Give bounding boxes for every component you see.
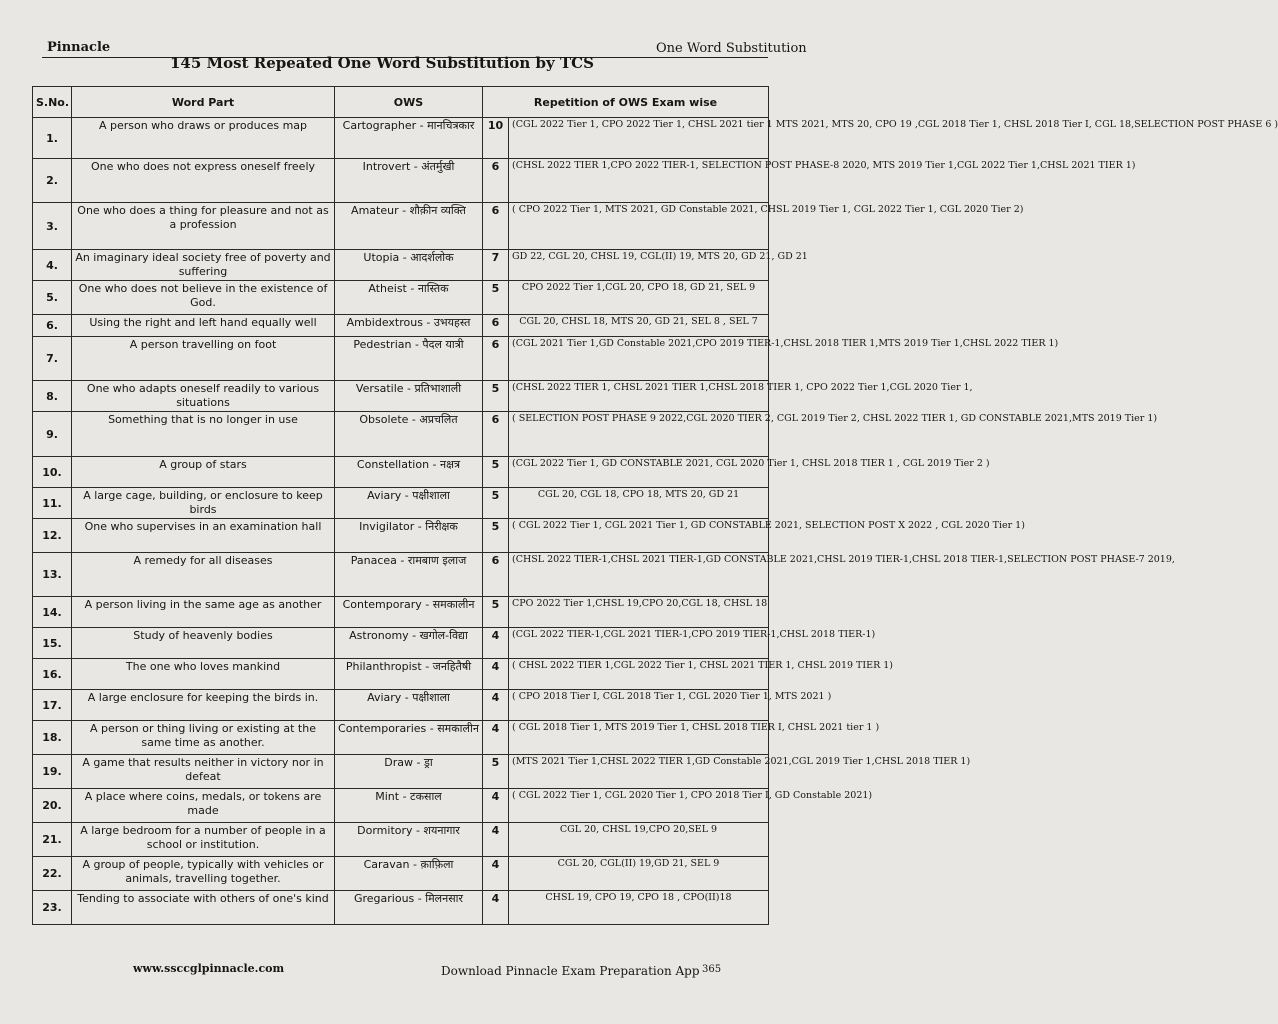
table-cell-count: 6	[483, 159, 509, 203]
table-cell-ows: Draw - ड्रा	[335, 755, 483, 789]
col-header-word-part: Word Part	[72, 87, 335, 118]
table-cell-word-part: Tending to associate with others of one's kind	[72, 891, 335, 925]
table-cell-repetition: ( CGL 2022 Tier 1, CGL 2020 Tier 1, CPO 2018 Tier I, GD Constable 2021)	[509, 789, 769, 823]
table-cell-ows: Dormitory - शयनागार	[335, 823, 483, 857]
running-title: One Word Substitution	[656, 41, 807, 56]
table-row	[33, 823, 769, 857]
table-cell-count: 4	[483, 628, 509, 659]
table-cell-count: 4	[483, 823, 509, 857]
table-cell-ows: Versatile - प्रतिभाशाली	[335, 381, 483, 412]
table-cell-ows: Mint - टकसाल	[335, 789, 483, 823]
table-cell-sno: 14.	[33, 597, 72, 628]
table-cell-repetition: (CGL 2022 TIER-1,CGL 2021 TIER-1,CPO 2019 TIER-1,CHSL 2018 TIER-1)	[509, 628, 769, 659]
table-row	[33, 203, 769, 250]
table-cell-sno: 10.	[33, 457, 72, 488]
table-cell-sno: 12.	[33, 519, 72, 553]
table-cell-count: 5	[483, 755, 509, 789]
table-cell-sno: 3.	[33, 203, 72, 250]
table-cell-repetition: ( CGL 2022 Tier 1, CGL 2021 Tier 1, GD CONSTABLE 2021, SELECTION POST X 2022 , CGL 2020 Tier 1)	[509, 519, 769, 553]
ows-table	[32, 86, 1278, 925]
table-cell-ows: Contemporaries - समकालीन	[335, 721, 483, 755]
table-row	[33, 159, 769, 203]
table-row	[33, 457, 769, 488]
table-cell-repetition: ( CPO 2022 Tier 1, MTS 2021, GD Constable 2021, CHSL 2019 Tier 1, CGL 2022 Tier 1, CGL 2020 Tier 2)	[509, 203, 769, 250]
table-cell-repetition: CGL 20, CHSL 19,CPO 20,SEL 9	[509, 823, 769, 857]
table-cell-repetition: GD 22, CGL 20, CHSL 19, CGL(II) 19, MTS 20, GD 21, GD 21	[509, 250, 769, 281]
table-cell-count: 4	[483, 690, 509, 721]
table-cell-sno: 2.	[33, 159, 72, 203]
table-cell-repetition: CPO 2022 Tier 1,CGL 20, CPO 18, GD 21, SEL 9	[509, 281, 769, 315]
table-cell-sno: 4.	[33, 250, 72, 281]
table-cell-count: 4	[483, 789, 509, 823]
table-cell-word-part: A large bedroom for a number of people in a school or institution.	[72, 823, 335, 857]
table-cell-ows: Aviary - पक्षीशाला	[335, 488, 483, 519]
table-cell-repetition: CGL 20, CHSL 18, MTS 20, GD 21, SEL 8 , SEL 7	[509, 315, 769, 337]
table-cell-repetition: CGL 20, CGL 18, CPO 18, MTS 20, GD 21	[509, 488, 769, 519]
table-cell-ows: Caravan - क़ाफ़िला	[335, 857, 483, 891]
table-cell-ows: Ambidextrous - उभयहस्त	[335, 315, 483, 337]
footer-app-promo: Download Pinnacle Exam Preparation App	[441, 964, 700, 978]
table-row	[33, 250, 769, 281]
table-cell-sno: 16.	[33, 659, 72, 690]
table-cell-word-part: A game that results neither in victory nor in defeat	[72, 755, 335, 789]
table-cell-repetition: (CHSL 2022 TIER 1, CHSL 2021 TIER 1,CHSL 2018 TIER 1, CPO 2022 Tier 1,CGL 2020 Tier 1,	[509, 381, 769, 412]
table-cell-count: 4	[483, 721, 509, 755]
table-cell-count: 6	[483, 337, 509, 381]
table-cell-count: 5	[483, 488, 509, 519]
table-cell-repetition: ( CGL 2018 Tier 1, MTS 2019 Tier 1, CHSL 2018 TIER I, CHSL 2021 tier 1 )	[509, 721, 769, 755]
table-cell-sno: 22.	[33, 857, 72, 891]
table-cell-ows: Astronomy - खगोल-विद्या	[335, 628, 483, 659]
table-cell-count: 7	[483, 250, 509, 281]
table-row	[33, 659, 769, 690]
table-cell-repetition: (MTS 2021 Tier 1,CHSL 2022 TIER 1,GD Constable 2021,CGL 2019 Tier 1,CHSL 2018 TIER 1)	[509, 755, 769, 789]
publisher-name: Pinnacle	[47, 40, 111, 55]
table-cell-count: 5	[483, 281, 509, 315]
footer-website: www.ssccglpinnacle.com	[133, 962, 285, 975]
table-cell-word-part: One who does not believe in the existence of God.	[72, 281, 335, 315]
table-cell-repetition: CGL 20, CGL(II) 19,GD 21, SEL 9	[509, 857, 769, 891]
table-cell-sno: 1.	[33, 118, 72, 159]
table-cell-word-part: A person travelling on foot	[72, 337, 335, 381]
table-cell-word-part: Using the right and left hand equally well	[72, 315, 335, 337]
table-cell-word-part: The one who loves mankind	[72, 659, 335, 690]
table-row	[33, 118, 769, 159]
table-cell-repetition: ( CHSL 2022 TIER 1,CGL 2022 Tier 1, CHSL 2021 TIER 1, CHSL 2019 TIER 1)	[509, 659, 769, 690]
table-row	[33, 628, 769, 659]
table-cell-repetition: (CGL 2021 Tier 1,GD Constable 2021,CPO 2019 TIER-1,CHSL 2018 TIER 1,MTS 2019 Tier 1,CHSL 2022 TIER 1)	[509, 337, 769, 381]
table-cell-ows: Cartographer - मानचित्रकार	[335, 118, 483, 159]
table-row	[33, 412, 769, 457]
table-row	[33, 381, 769, 412]
table-cell-repetition: CPO 2022 Tier 1,CHSL 19,CPO 20,CGL 18, CHSL 18	[509, 597, 769, 628]
table-cell-word-part: A person who draws or produces map	[72, 118, 335, 159]
table-cell-repetition: (CGL 2022 Tier 1, GD CONSTABLE 2021, CGL 2020 Tier 1, CHSL 2018 TIER 1 , CGL 2019 Tier 2 )	[509, 457, 769, 488]
table-cell-ows: Panacea - रामबाण इलाज	[335, 553, 483, 597]
table-cell-ows: Philanthropist - जनहितैषी	[335, 659, 483, 690]
page-number: 365	[702, 964, 722, 975]
table-cell-sno: 6.	[33, 315, 72, 337]
table-cell-count: 5	[483, 597, 509, 628]
table-cell-count: 4	[483, 891, 509, 925]
table-cell-count: 10	[483, 118, 509, 159]
table-cell-sno: 23.	[33, 891, 72, 925]
table-cell-ows: Invigilator - निरीक्षक	[335, 519, 483, 553]
table-row	[33, 857, 769, 891]
table-cell-ows: Atheist - नास्तिक	[335, 281, 483, 315]
table-row	[33, 519, 769, 553]
table-cell-sno: 19.	[33, 755, 72, 789]
table-row	[33, 315, 769, 337]
table-cell-ows: Pedestrian - पैदल यात्री	[335, 337, 483, 381]
table-cell-count: 6	[483, 553, 509, 597]
table-cell-repetition: ( CPO 2018 Tier I, CGL 2018 Tier 1, CGL 2020 Tier 1, MTS 2021 )	[509, 690, 769, 721]
table-cell-sno: 18.	[33, 721, 72, 755]
table-cell-word-part: One who does not express oneself freely	[72, 159, 335, 203]
table-cell-count: 5	[483, 519, 509, 553]
table-cell-repetition: (CHSL 2022 TIER 1,CPO 2022 TIER-1, SELECTION POST PHASE-8 2020, MTS 2019 Tier 1,CGL 2022 Tier 1,CHSL 2021 TIER 1)	[509, 159, 769, 203]
table-cell-sno: 5.	[33, 281, 72, 315]
table-header-row	[33, 87, 769, 118]
table-cell-word-part: A group of stars	[72, 457, 335, 488]
table-cell-word-part: One who adapts oneself readily to various situations	[72, 381, 335, 412]
table-row	[33, 553, 769, 597]
table-cell-sno: 17.	[33, 690, 72, 721]
table-cell-ows: Obsolete - अप्रचलित	[335, 412, 483, 457]
table-cell-ows: Introvert - अंतर्मुखी	[335, 159, 483, 203]
table-cell-word-part: A person living in the same age as another	[72, 597, 335, 628]
table-cell-sno: 7.	[33, 337, 72, 381]
table-cell-word-part: A person or thing living or existing at the same time as another.	[72, 721, 335, 755]
table-cell-sno: 11.	[33, 488, 72, 519]
table-cell-sno: 9.	[33, 412, 72, 457]
table-cell-word-part: A remedy for all diseases	[72, 553, 335, 597]
table-row	[33, 789, 769, 823]
table-cell-sno: 15.	[33, 628, 72, 659]
table-row	[33, 891, 769, 925]
table-cell-word-part: A group of people, typically with vehicles or animals, travelling together.	[72, 857, 335, 891]
table-row	[33, 281, 769, 315]
table-cell-ows: Gregarious - मिलनसार	[335, 891, 483, 925]
table-cell-count: 6	[483, 315, 509, 337]
table-cell-ows: Amateur - शौक़ीन व्यक्ति	[335, 203, 483, 250]
col-header-repetition: Repetition of OWS Exam wise	[483, 87, 769, 118]
table-cell-ows: Constellation - नक्षत्र	[335, 457, 483, 488]
table-cell-word-part: Study of heavenly bodies	[72, 628, 335, 659]
table-cell-count: 4	[483, 659, 509, 690]
table-cell-repetition: ( SELECTION POST PHASE 9 2022,CGL 2020 TIER 2, CGL 2019 Tier 2, CHSL 2022 TIER 1, GD CONSTABLE 2021,MTS 2019 Tier 1)	[509, 412, 769, 457]
table-cell-sno: 21.	[33, 823, 72, 857]
table-row	[33, 597, 769, 628]
table-cell-word-part: Something that is no longer in use	[72, 412, 335, 457]
table-cell-sno: 13.	[33, 553, 72, 597]
table-cell-word-part: A place where coins, medals, or tokens are made	[72, 789, 335, 823]
table-cell-word-part: A large enclosure for keeping the birds in.	[72, 690, 335, 721]
table-cell-repetition: CHSL 19, CPO 19, CPO 18 , CPO(II)18	[509, 891, 769, 925]
table-row	[33, 755, 769, 789]
table-cell-count: 4	[483, 857, 509, 891]
table-cell-sno: 20.	[33, 789, 72, 823]
table-row	[33, 337, 769, 381]
table-row	[33, 721, 769, 755]
table-cell-repetition: (CHSL 2022 TIER-1,CHSL 2021 TIER-1,GD CONSTABLE 2021,CHSL 2019 TIER-1,CHSL 2018 TIER-1,SELECTION POST PHASE-7 2019,	[509, 553, 769, 597]
table-cell-count: 6	[483, 203, 509, 250]
table-cell-word-part: A large cage, building, or enclosure to keep birds	[72, 488, 335, 519]
table-cell-word-part: One who does a thing for pleasure and not as a profession	[72, 203, 335, 250]
table-cell-count: 6	[483, 412, 509, 457]
table-cell-sno: 8.	[33, 381, 72, 412]
table-cell-ows: Aviary - पक्षीशाला	[335, 690, 483, 721]
table-cell-word-part: One who supervises in an examination hall	[72, 519, 335, 553]
col-header-sno: S.No.	[33, 87, 72, 118]
table-cell-ows: Contemporary - समकालीन	[335, 597, 483, 628]
table-cell-ows: Utopia - आदर्शलोक	[335, 250, 483, 281]
table-cell-count: 5	[483, 457, 509, 488]
table-cell-word-part: An imaginary ideal society free of poverty and suffering	[72, 250, 335, 281]
table-row	[33, 690, 769, 721]
table-cell-count: 5	[483, 381, 509, 412]
col-header-ows: OWS	[335, 87, 483, 118]
table-body	[33, 118, 1278, 925]
table-cell-repetition: (CGL 2022 Tier 1, CPO 2022 Tier 1, CHSL 2021 tier 1 MTS 2021, MTS 20, CPO 19 ,CGL 2018 Tier 1, CHSL 2018 Tier I, CGL 18,SELECTION POST PHASE 6 )	[509, 118, 769, 159]
page-title: 145 Most Repeated One Word Substitution by TCS	[170, 54, 594, 72]
table-row	[33, 488, 769, 519]
